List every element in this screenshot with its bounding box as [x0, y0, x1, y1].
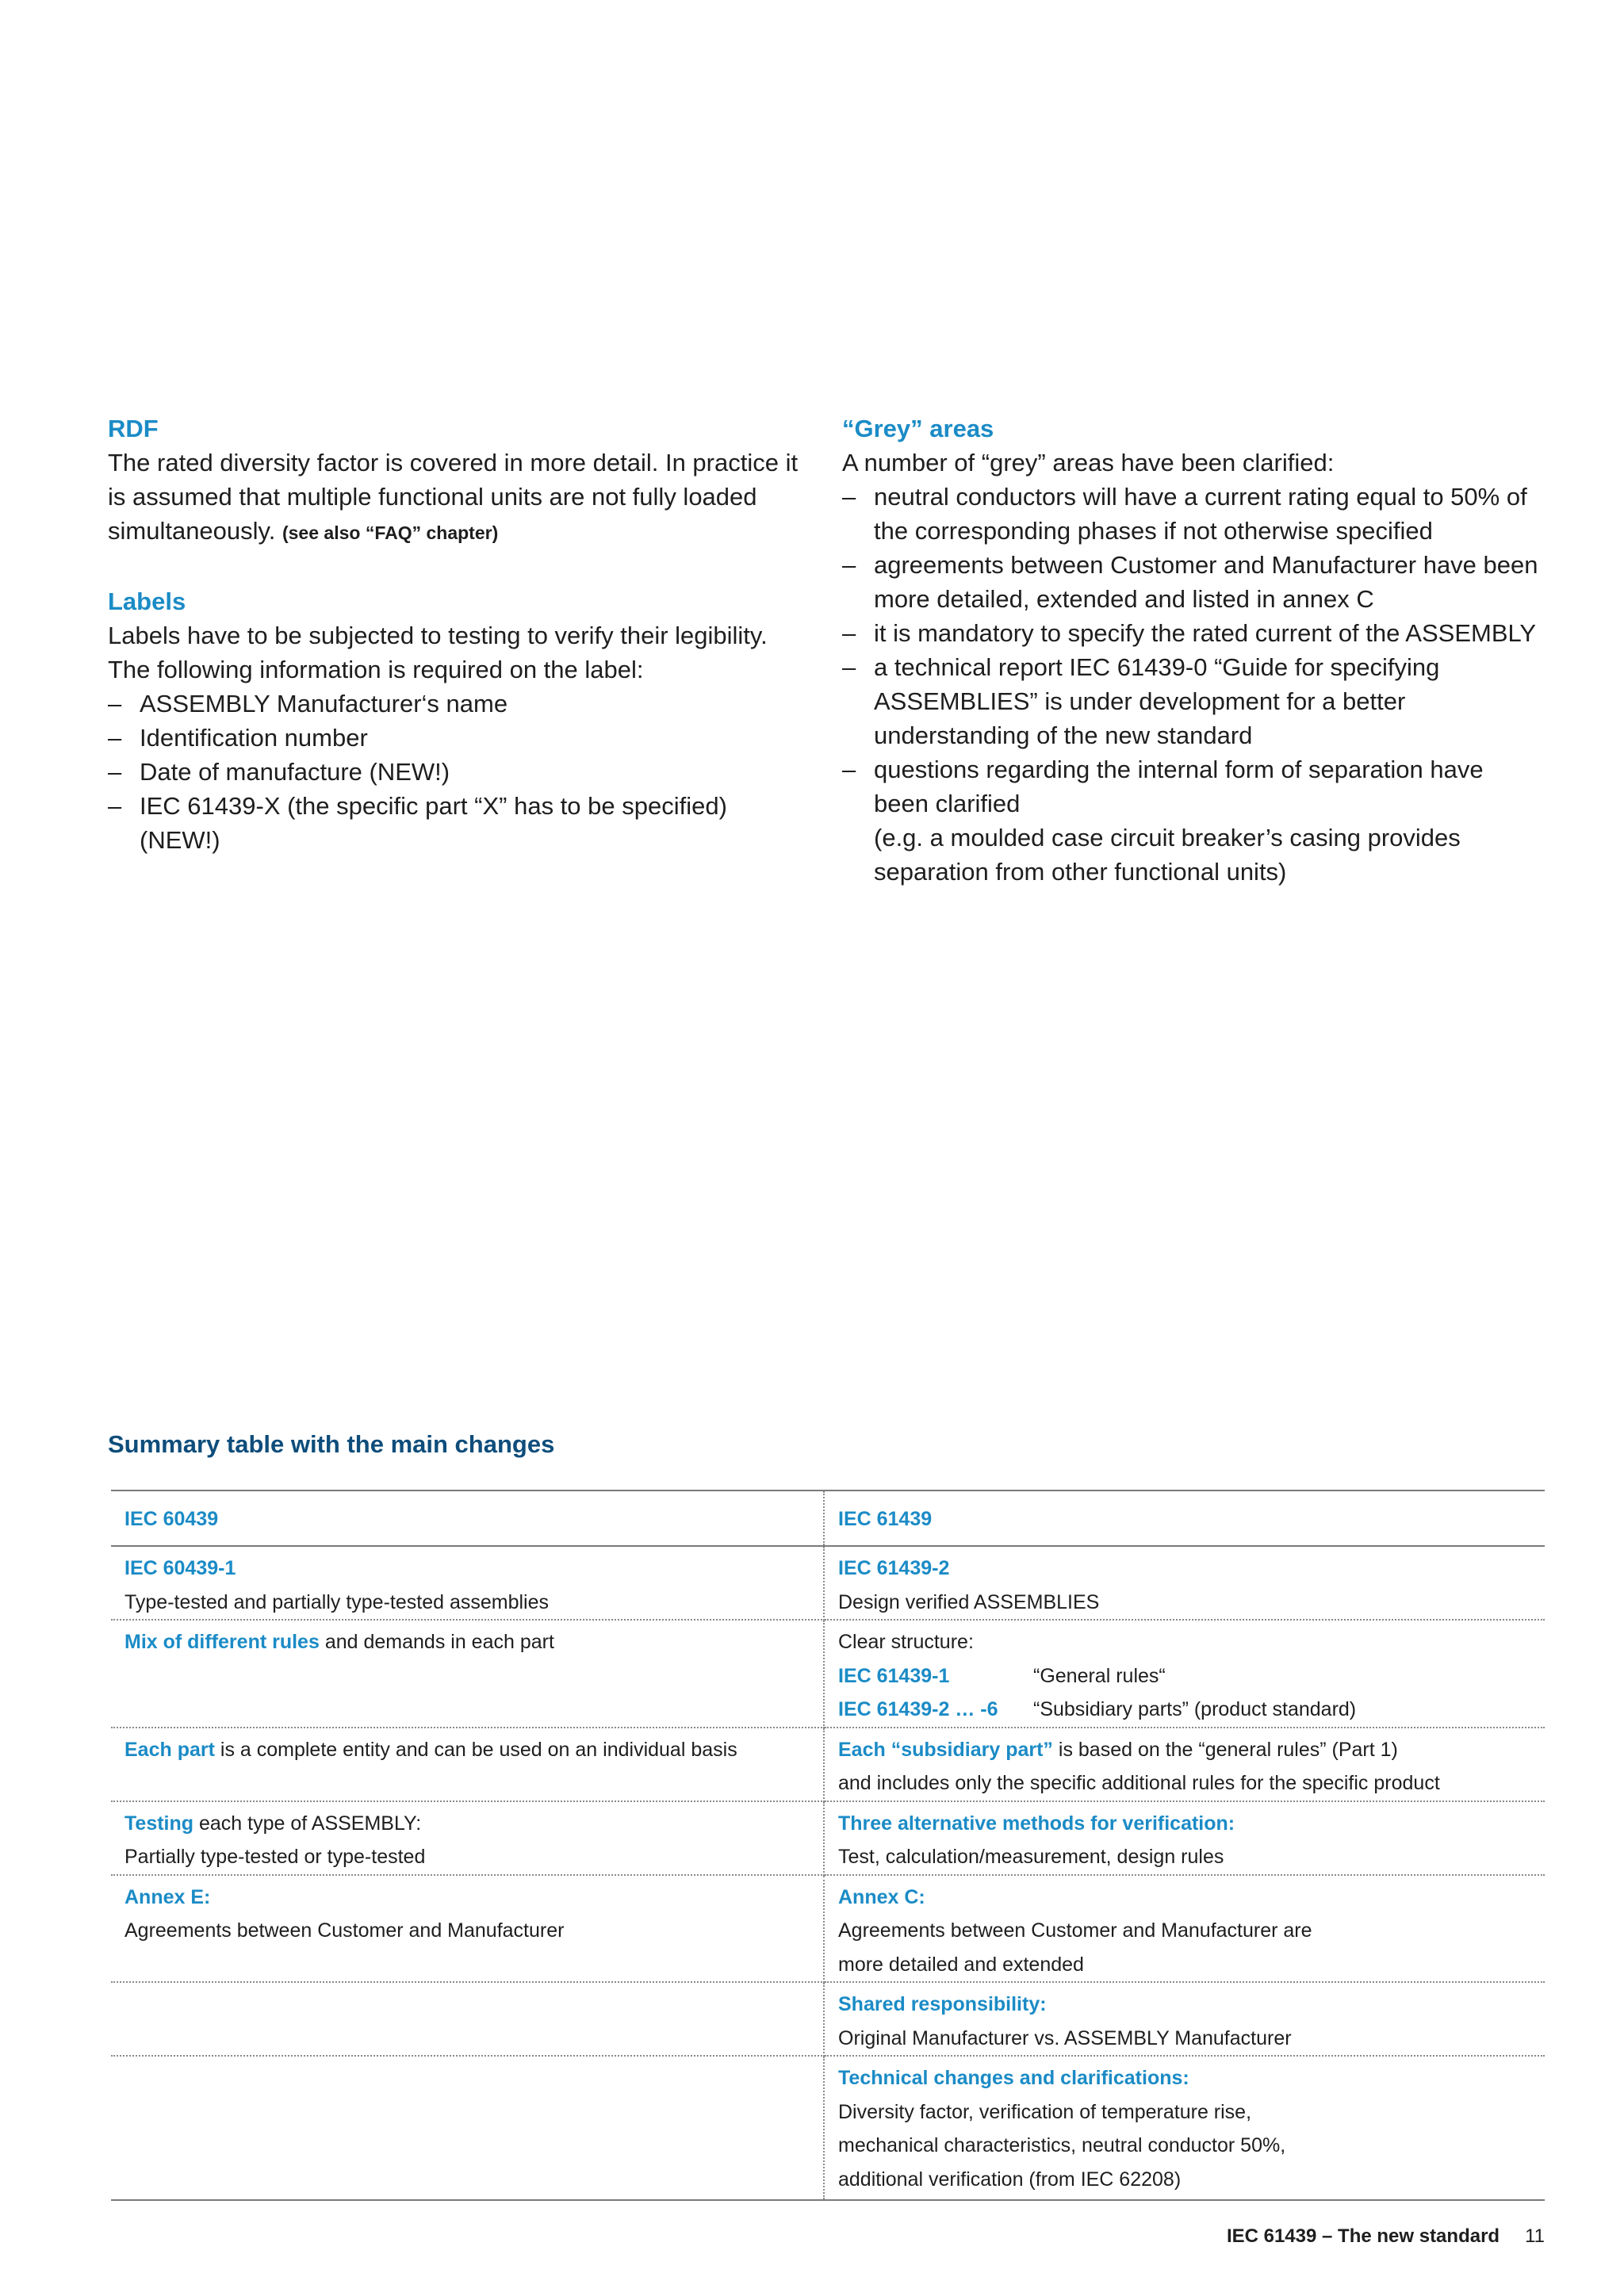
rdf-text: The rated diversity factor is covered in more detail. In practice it is assumed that multiple functional units are not fully loaded simultaneously.	[108, 449, 799, 545]
cell-highlight: Annex E:	[124, 1885, 211, 1908]
list-item: – neutral conductors will have a current rating equal to 50% of the corresponding phases if not otherwise specified	[842, 480, 1540, 548]
cell-text: and demands in each part	[319, 1631, 554, 1653]
cell-highlight: IEC 60439-1	[124, 1557, 236, 1579]
cell-text: is a complete entity and can be used on an individual basis	[214, 1738, 737, 1761]
cell-text: Original Manufacturer vs. ASSEMBLY Manufacturer	[838, 2026, 1292, 2049]
cell-line	[838, 1659, 1531, 1693]
cell-text: Type-tested and partially type-tested assemblies	[124, 1590, 549, 1613]
table-cell	[111, 1875, 824, 1983]
table-cell	[111, 1801, 824, 1875]
summary-title: Summary table with the main changes	[108, 1430, 555, 1458]
table-cell	[824, 1982, 1545, 2056]
table-cell	[824, 1546, 1545, 1620]
table-cell	[824, 1801, 1545, 1875]
list-item: – ASSEMBLY Manufacturer‘s name	[108, 687, 806, 721]
cell-highlight: Shared responsibility:	[838, 1993, 1047, 2015]
cell-text: Design verified ASSEMBLIES	[838, 1590, 1100, 1613]
rdf-paragraph	[108, 446, 806, 550]
table-row	[111, 1801, 1545, 1875]
cell-highlight: Testing	[124, 1812, 194, 1835]
table-row	[111, 1982, 1545, 2056]
right-column	[842, 411, 1540, 889]
cell-text: each type of ASSEMBLY:	[193, 1812, 422, 1835]
cell-highlight: Each “subsidiary part”	[838, 1738, 1053, 1761]
table-row	[111, 1728, 1545, 1801]
table-cell	[824, 2056, 1545, 2200]
summary-table	[111, 1490, 1545, 2201]
cell-text: Partially type-tested or type-tested	[124, 1846, 426, 1868]
cell-text: Test, calculation/measurement, design rules	[838, 1846, 1224, 1868]
list-item: – Date of manufacture (NEW!)	[108, 755, 806, 789]
table-cell	[824, 1875, 1545, 1983]
page-number: 11	[1525, 2225, 1545, 2247]
cell-highlight: Annex C:	[838, 1885, 925, 1908]
table-cell	[111, 1546, 824, 1620]
table-cell-empty	[111, 1982, 824, 2056]
cell-text: mechanical characteristics, neutral conductor 50%,	[838, 2134, 1286, 2156]
table-row	[111, 2056, 1545, 2200]
cell-line	[838, 1733, 1531, 1767]
footer-title: IEC 61439 – The new standard	[1226, 2225, 1500, 2247]
cell-text: Diversity factor, verification of temperature rise,	[838, 2100, 1252, 2123]
header-cell-old: IEC 60439	[111, 1490, 824, 1546]
cell-text: is based on the “general rules” (Part 1)	[1052, 1738, 1398, 1761]
cell-text: additional verification (from IEC 62208)	[838, 2168, 1182, 2191]
labels-list	[108, 687, 806, 857]
cell-line	[124, 1625, 810, 1659]
table-row	[111, 1620, 1545, 1728]
cell-highlight: Each part	[124, 1738, 215, 1761]
table-cell-empty	[111, 2056, 824, 2200]
rdf-note: (see also “FAQ” chapter)	[282, 522, 499, 543]
list-item: – agreements between Customer and Manufacturer have been more detailed, extended and listed in annex C	[842, 548, 1540, 616]
table-cell	[111, 1728, 824, 1801]
list-item-text: questions regarding the internal form of separation have been clarified	[874, 756, 1484, 817]
cell-text: “Subsidiary parts” (product standard)	[1033, 1698, 1357, 1720]
table-header-row	[111, 1490, 1545, 1546]
cell-highlight: IEC 61439-2	[838, 1557, 950, 1579]
list-item: – Identification number	[108, 721, 806, 755]
table-cell	[111, 1620, 824, 1728]
cell-highlight: IEC 61439-1	[838, 1664, 950, 1687]
rdf-heading: RDF	[108, 415, 159, 442]
list-item: – a technical report IEC 61439-0 “Guide for specifying ASSEMBLIES” is under development for a better understanding of the new standard	[842, 650, 1540, 752]
cell-highlight: IEC 61439-2 … -6	[838, 1698, 998, 1720]
table-row	[111, 1546, 1545, 1620]
spacer	[108, 550, 806, 584]
table-cell	[824, 1728, 1545, 1801]
cell-text: “General rules“	[1033, 1664, 1166, 1687]
cell-line	[124, 1733, 810, 1767]
cell-text: more detailed and extended	[838, 1953, 1084, 1976]
cell-highlight: Mix of different rules	[124, 1631, 320, 1653]
cell-highlight: Three alternative methods for verification:	[838, 1812, 1235, 1835]
list-item: – IEC 61439-X (the specific part “X” has to be specified) (NEW!)	[108, 789, 806, 857]
cell-text: Clear structure:	[838, 1631, 974, 1653]
cell-text: Agreements between Customer and Manufacturer	[124, 1919, 565, 1942]
cell-text: and includes only the specific additional rules for the specific product	[838, 1772, 1440, 1794]
labels-heading: Labels	[108, 587, 186, 615]
left-column	[108, 411, 806, 857]
list-item: – it is mandatory to specify the rated current of the ASSEMBLY	[842, 616, 1540, 650]
header-cell-new: IEC 61439	[824, 1490, 1545, 1546]
list-item-note: (e.g. a moulded case circuit breaker’s casing provides separation from other functional units)	[874, 824, 1461, 886]
cell-text: Agreements between Customer and Manufacturer are	[838, 1919, 1312, 1942]
cell-highlight: Technical changes and clarifications:	[838, 2067, 1189, 2089]
table-cell	[824, 1620, 1545, 1728]
grey-areas-intro: A number of “grey” areas have been clarified:	[842, 449, 1335, 476]
list-item	[842, 752, 1540, 889]
grey-areas-list	[842, 480, 1540, 889]
labels-intro: Labels have to be subjected to testing to verify their legibility. The following information is required on the label:	[108, 622, 768, 683]
cell-line	[124, 1807, 810, 1841]
page-footer	[1227, 2223, 1545, 2250]
cell-line	[838, 1693, 1531, 1727]
table-row	[111, 1875, 1545, 1983]
grey-areas-heading: “Grey” areas	[842, 415, 994, 442]
